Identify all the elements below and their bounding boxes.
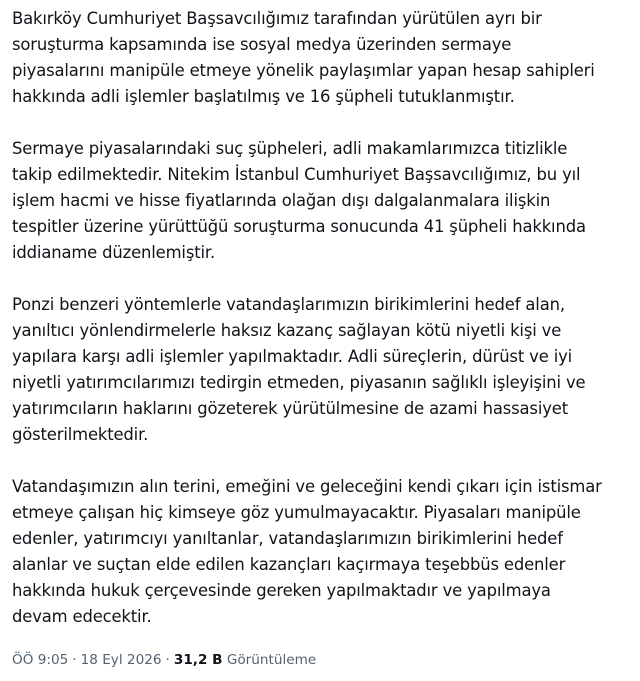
tweet-paragraph-3: Ponzi benzeri yöntemlerle vatandaşlarımızın birikimlerini hedef alan, yanıltıcı yönlendirmelerle haksız kazanç sağlayan kötü niyetli kişi ve yapılara karşı adli işlemler yapılmaktadır. Adli süreçlerin, dürüst ve iyi niyetli yatırımcılarımızı tedirgin etmeden, piyasanın sağlıklı işleyişini ve yatırımcıların haklarını gözeterek yürütülmesine de azami hassasiyet gösterilmektedir. — [12, 295, 586, 444]
tweet-paragraph-4: Vatandaşımızın alın terini, emeğini ve geleceğini kendi çıkarı için istismar etmeye çalışan hiç kimseye göz yumulmayacaktır. Piyasaları manipüle edenler, yatırımcıyı yanıltanlar, vatandaşlarımızın birikimlerini hedef alanlar ve suçtan elde edilen kazançları kaçırmaya teşebbüs edenler hakkında hukuk çerçevesinde gereken yapılmaktadır ve yapılmaya devam edecektir. — [12, 477, 602, 626]
meta-separator-2: · — [165, 652, 170, 668]
tweet-text — [12, 6, 626, 630]
views-count[interactable]: 31,2 B — [173, 652, 223, 668]
tweet-paragraph-1: Bakırköy Cumhuriyet Başsavcılığımız tarafından yürütülen ayrı bir soruşturma kapsamında ise sosyal medya üzerinden sermaye piyasalarını manipüle etmeye yönelik paylaşımlar yapan hesap sahipleri hakkında adli işlemler başlatılmış ve 16 şüpheli tutuklanmıştır. — [12, 9, 595, 106]
tweet-paragraph-2: Sermaye piyasalarındaki suç şüpheleri, adli makamlarımızca titizlikle takip edilmektedir. Nitekim İstanbul Cumhuriyet Başsavcılığımız, bu yıl işlem hacmi ve hisse fiyatlarında olağan dışı dalgalanmalara ilişkin tespitler üzerine yürüttüğü soruşturma sonucunda 41 şüpheli hakkında iddianame düzenlemiştir. — [12, 139, 586, 262]
views-label: Görüntüleme — [226, 652, 317, 668]
tweet-meta — [12, 650, 316, 670]
tweet-time[interactable]: ÖÖ 9:05 — [12, 652, 69, 668]
meta-separator: · — [72, 652, 77, 668]
tweet-date[interactable]: 18 Eyl 2026 — [80, 652, 162, 668]
